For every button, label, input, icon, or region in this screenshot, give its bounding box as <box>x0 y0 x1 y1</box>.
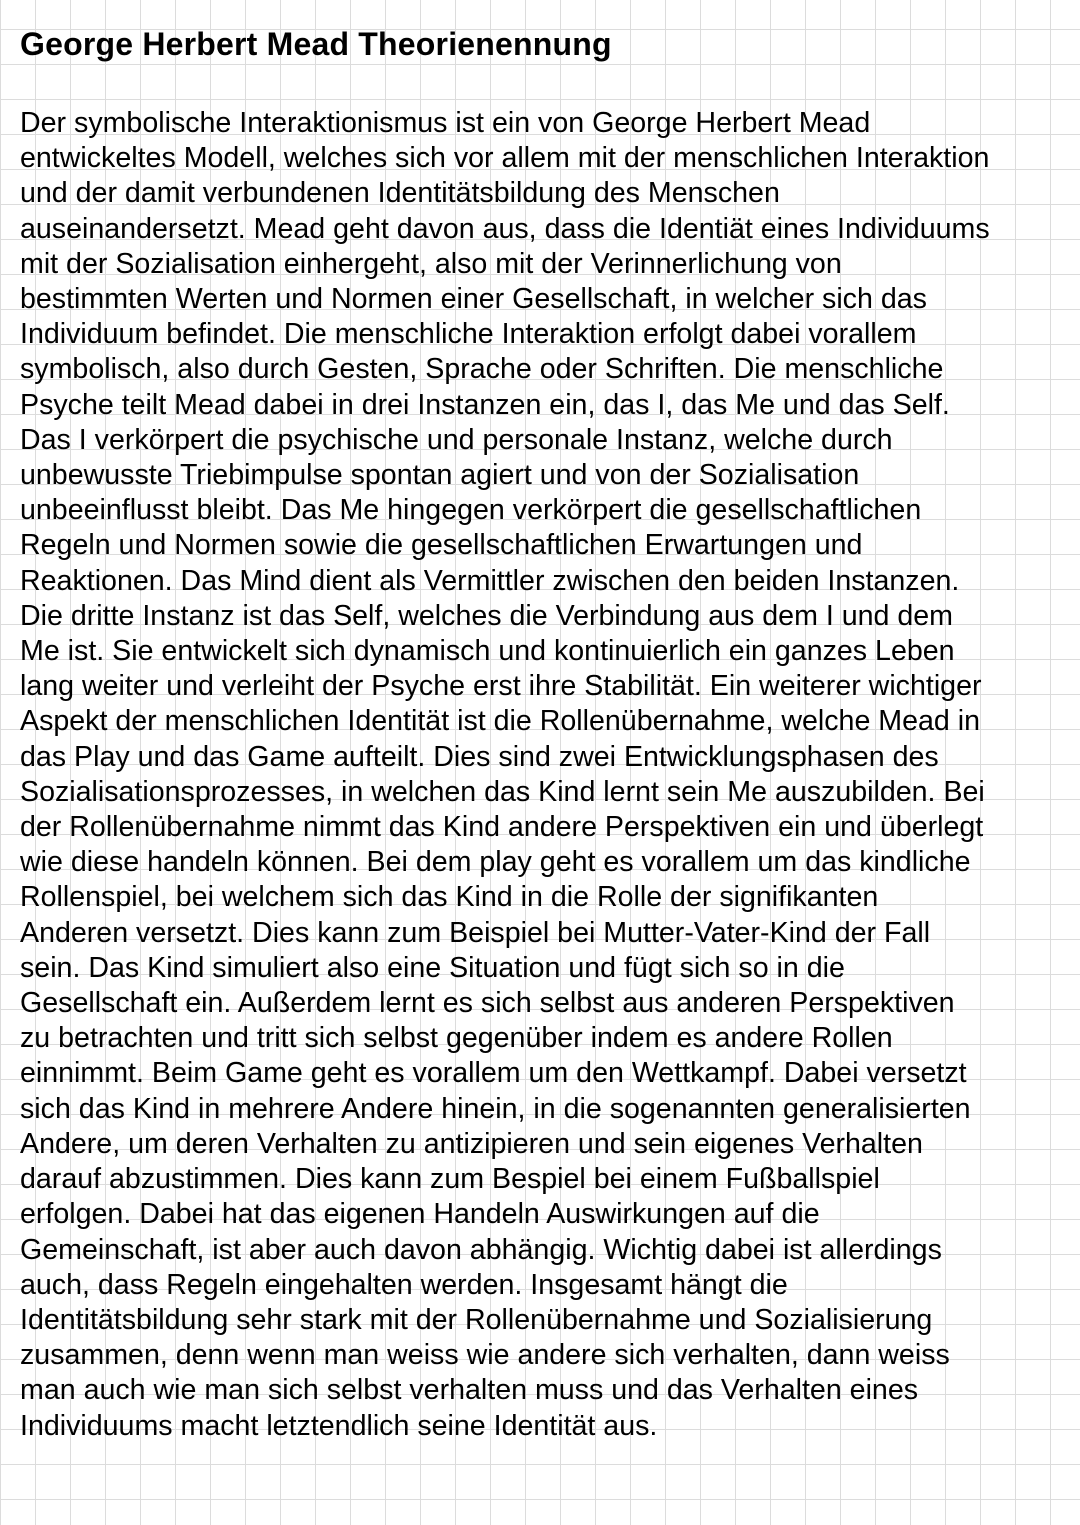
body-line: Me ist. Sie entwickelt sich dynamisch und kontinuierlich ein ganzes Leben <box>20 635 955 668</box>
body-line: symbolisch, also durch Gesten, Sprache oder Schriften. Die menschliche <box>20 353 944 386</box>
body-line: Individuums macht letztendlich seine Identität aus. <box>20 1409 658 1442</box>
body-line: lang weiter und verleiht der Psyche erst ihre Stabilität. Ein weiterer wichtiger <box>20 670 982 703</box>
body-line: Individuum befindet. Die menschliche Interaktion erfolgt dabei vorallem <box>20 318 917 351</box>
document-page <box>20 24 1070 1444</box>
body-line: Gesellschaft ein. Außerdem lernt es sich selbst aus anderen Perspektiven <box>20 987 955 1020</box>
body-line: wie diese handeln können. Bei dem play geht es vorallem um das kindliche <box>20 846 971 879</box>
body-line: Der symbolische Interaktionismus ist ein von George Herbert Mead <box>20 107 871 139</box>
body-line: Die dritte Instanz ist das Self, welches die Verbindung aus dem I und dem <box>20 599 953 632</box>
body-line: zu betrachten und tritt sich selbst gegenüber indem es andere Rollen <box>20 1022 893 1055</box>
body-line: bestimmten Werten und Normen einer Gesellschaft, in welcher sich das <box>20 283 927 316</box>
body-line: auseinandersetzt. Mead geht davon aus, dass die Identiät eines Individuums <box>20 212 990 245</box>
body-line: Gemeinschaft, ist aber auch davon abhängig. Wichtig dabei ist allerdings <box>20 1233 942 1266</box>
body-line: Aspekt der menschlichen Identität ist die Rollenübernahme, welche Mead in <box>20 705 981 738</box>
document-body <box>20 106 1070 1444</box>
body-line: zusammen, denn wenn man weiss wie andere sich verhalten, dann weiss <box>20 1339 950 1372</box>
body-line: das Play und das Game aufteilt. Dies sind zwei Entwicklungsphasen des <box>20 740 939 773</box>
body-line: sich das Kind in mehrere Andere hinein, in die sogenannten generalisierten <box>20 1092 971 1125</box>
body-line: Psyche teilt Mead dabei in drei Instanzen ein, das I, das Me und das Self. <box>20 388 950 421</box>
body-line: und der damit verbundenen Identitätsbildung des Menschen <box>20 177 780 210</box>
body-line: der Rollenübernahme nimmt das Kind andere Perspektiven ein und überlegt <box>20 811 984 844</box>
body-line: Regeln und Normen sowie die gesellschaftlichen Erwartungen und <box>20 529 863 562</box>
body-line: darauf abzustimmen. Dies kann zum Bespiel bei einem Fußballspiel <box>20 1163 880 1196</box>
document-title: George Herbert Mead Theorienennung <box>20 26 612 62</box>
body-line: erfolgen. Dabei hat das eigenen Handeln Auswirkungen auf die <box>20 1198 820 1231</box>
body-line: mit der Sozialisation einhergeht, also mit der Verinnerlichung von <box>20 247 842 280</box>
body-line: sein. Das Kind simuliert also eine Situation und fügt sich so in die <box>20 951 845 984</box>
body-line: entwickeltes Modell, welches sich vor allem mit der menschlichen Interaktion <box>20 142 990 175</box>
body-line: Identitätsbildung sehr stark mit der Rollenübernahme und Sozialisierung <box>20 1303 933 1336</box>
body-line: Das I verkörpert die psychische und personale Instanz, welche durch <box>20 423 893 456</box>
body-line: auch, dass Regeln eingehalten werden. Insgesamt hängt die <box>20 1268 788 1301</box>
body-line: Anderen versetzt. Dies kann zum Beispiel bei Mutter-Vater-Kind der Fall <box>20 916 931 949</box>
body-line: Reaktionen. Das Mind dient als Vermittler zwischen den beiden Instanzen. <box>20 564 960 597</box>
body-line: Rollenspiel, bei welchem sich das Kind in die Rolle der signifikanten <box>20 881 879 914</box>
body-line: Sozialisationsprozesses, in welchen das Kind lernt sein Me auszubilden. Bei <box>20 775 985 808</box>
body-line: einnimmt. Beim Game geht es vorallem um den Wettkampf. Dabei versetzt <box>20 1057 967 1090</box>
body-line: unbeeinflusst bleibt. Das Me hingegen verkörpert die gesellschaftlichen <box>20 494 922 527</box>
body-line: Andere, um deren Verhalten zu antizipieren und sein eigenes Verhalten <box>20 1127 923 1160</box>
body-line: man auch wie man sich selbst verhalten muss und das Verhalten eines <box>20 1374 919 1407</box>
body-line: unbewusste Triebimpulse spontan agiert und von der Sozialisation <box>20 459 860 492</box>
